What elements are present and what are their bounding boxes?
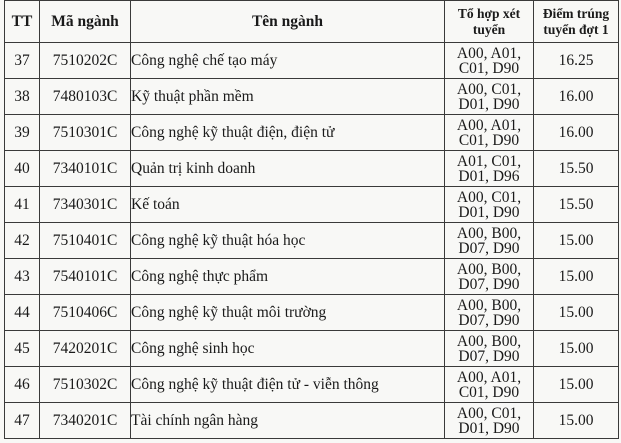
row-score: 16.00 <box>534 115 619 151</box>
admission-scores-table <box>4 0 619 439</box>
row-name: Công nghệ kỹ thuật hóa học <box>131 223 445 259</box>
header-combination-line2: tuyển <box>472 21 506 37</box>
row-name: Công nghệ kỹ thuật điện tử - viễn thông <box>131 367 445 403</box>
table-row <box>5 367 619 403</box>
row-score: 16.00 <box>534 79 619 115</box>
row-name: Quản trị kinh doanh <box>131 151 445 187</box>
row-code: 7420201C <box>40 331 131 367</box>
combination-line2: D07, D90 <box>458 311 520 329</box>
combination-line2: D01, D90 <box>458 95 520 113</box>
row-score: 15.50 <box>534 151 619 187</box>
row-score: 16.25 <box>534 43 619 79</box>
row-code: 7340301C <box>40 187 131 223</box>
row-tt: 46 <box>5 367 40 403</box>
row-combination <box>445 223 534 259</box>
row-tt: 47 <box>5 403 40 439</box>
table-row <box>5 43 619 79</box>
table-row <box>5 223 619 259</box>
header-code: Mã ngành <box>40 1 131 43</box>
table-row <box>5 79 619 115</box>
combination-line2: D01, D96 <box>458 167 520 185</box>
combination-line2: D07, D90 <box>458 347 520 365</box>
combination-line1: A00, A01, <box>456 44 522 62</box>
combination-line1: A00, B00, <box>456 296 522 314</box>
row-tt: 38 <box>5 79 40 115</box>
combination-line1: A00, B00, <box>456 260 522 278</box>
row-code: 7340101C <box>40 151 131 187</box>
header-score-line2: tuyển đợt 1 <box>543 21 609 37</box>
row-name: Kỹ thuật phần mềm <box>131 79 445 115</box>
header-combination-line1: Tổ hợp xét <box>457 5 521 21</box>
combination-line2: D07, D90 <box>458 275 520 293</box>
combination-line2: D07, D90 <box>458 239 520 257</box>
row-code: 7510202C <box>40 43 131 79</box>
combination-line1: A00, C01, <box>456 80 522 98</box>
row-score: 15.00 <box>534 223 619 259</box>
row-combination <box>445 403 534 439</box>
combination-line2: C01, D90 <box>458 131 520 149</box>
row-score: 15.50 <box>534 187 619 223</box>
row-code: 7510302C <box>40 367 131 403</box>
row-combination <box>445 79 534 115</box>
row-name: Công nghệ kỹ thuật điện, điện tử <box>131 115 445 151</box>
row-combination <box>445 187 534 223</box>
row-tt: 37 <box>5 43 40 79</box>
combination-line1: A00, A01, <box>456 368 522 386</box>
combination-line2: D01, D90 <box>458 203 520 221</box>
row-tt: 41 <box>5 187 40 223</box>
header-score-line1: Điểm trúng <box>542 5 610 21</box>
combination-line2: C01, D90 <box>458 59 520 77</box>
row-code: 7510301C <box>40 115 131 151</box>
row-combination <box>445 295 534 331</box>
row-name: Công nghệ kỹ thuật môi trường <box>131 295 445 331</box>
header-combination <box>445 1 534 43</box>
row-tt: 44 <box>5 295 40 331</box>
row-code: 7480103C <box>40 79 131 115</box>
table-header-row <box>5 1 619 43</box>
row-code: 7540101C <box>40 259 131 295</box>
row-name: Công nghệ chế tạo máy <box>131 43 445 79</box>
combination-line2: D01, D90 <box>458 419 520 437</box>
table-row <box>5 259 619 295</box>
row-code: 7510401C <box>40 223 131 259</box>
table-row <box>5 403 619 439</box>
combination-line1: A00, B00, <box>456 224 522 242</box>
row-combination <box>445 151 534 187</box>
row-score: 15.00 <box>534 403 619 439</box>
row-name: Công nghệ sinh học <box>131 331 445 367</box>
row-tt: 39 <box>5 115 40 151</box>
row-score: 15.00 <box>534 367 619 403</box>
combination-line1: A00, C01, <box>456 404 522 422</box>
row-tt: 45 <box>5 331 40 367</box>
combination-line2: C01, D90 <box>458 383 520 401</box>
table-row <box>5 187 619 223</box>
header-tt: TT <box>5 1 40 43</box>
row-combination <box>445 43 534 79</box>
row-name: Công nghệ thực phẩm <box>131 259 445 295</box>
table-row <box>5 115 619 151</box>
table-row <box>5 295 619 331</box>
combination-line1: A00, A01, <box>456 116 522 134</box>
row-score: 15.00 <box>534 295 619 331</box>
row-score: 15.00 <box>534 331 619 367</box>
table-row <box>5 151 619 187</box>
row-code: 7510406C <box>40 295 131 331</box>
table-row <box>5 331 619 367</box>
header-name: Tên ngành <box>131 1 445 43</box>
row-combination <box>445 367 534 403</box>
combination-line1: A01, C01, <box>456 152 522 170</box>
row-tt: 42 <box>5 223 40 259</box>
combination-line1: A00, B00, <box>456 332 522 350</box>
header-score <box>534 1 619 43</box>
combination-line1: A00, C01, <box>456 188 522 206</box>
row-name: Kế toán <box>131 187 445 223</box>
row-tt: 43 <box>5 259 40 295</box>
table-body <box>5 43 619 439</box>
row-combination <box>445 259 534 295</box>
row-score: 15.00 <box>534 259 619 295</box>
row-code: 7340201C <box>40 403 131 439</box>
row-combination <box>445 115 534 151</box>
row-name: Tài chính ngân hàng <box>131 403 445 439</box>
row-tt: 40 <box>5 151 40 187</box>
row-combination <box>445 331 534 367</box>
